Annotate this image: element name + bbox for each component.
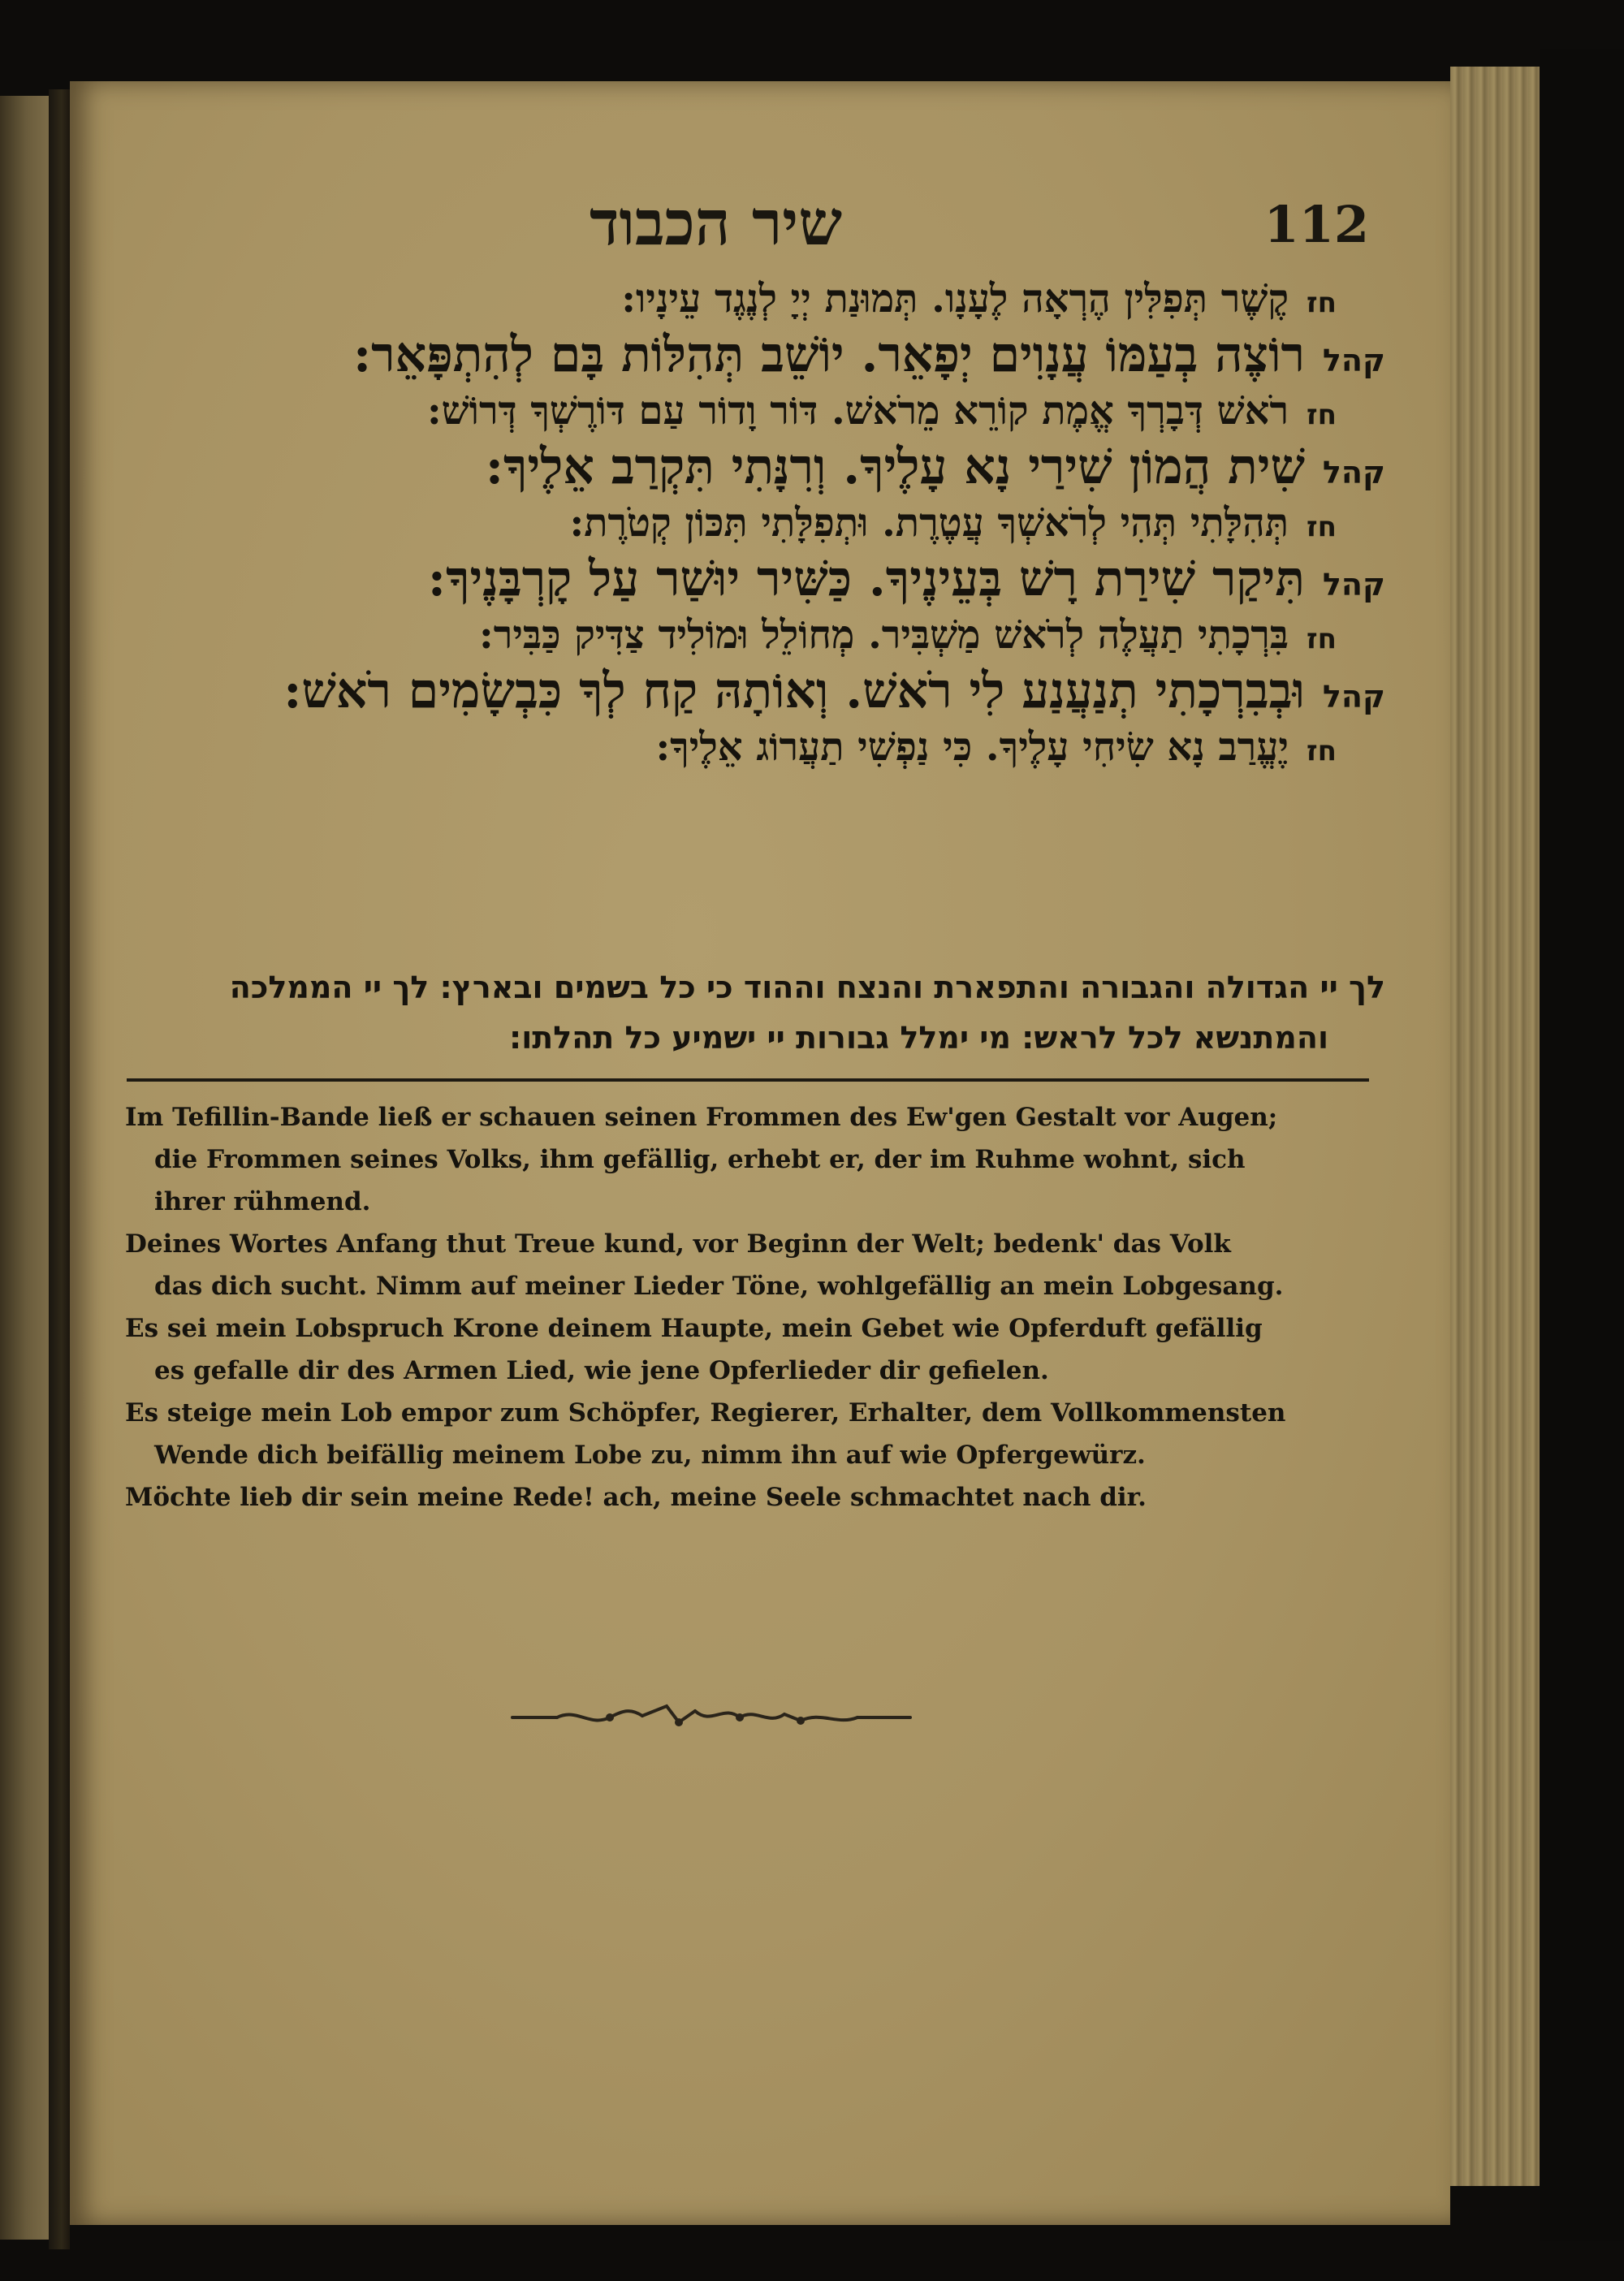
page-number: 112 (1263, 195, 1369, 254)
speaker-label: קהל (1322, 343, 1385, 378)
background-right (1540, 49, 1624, 2241)
book-page (70, 81, 1450, 2225)
translation-line: Möchte lieb dir sein meine Rede! ach, meine Seele schmachtet nach dir. (125, 1483, 1147, 1512)
speaker-label: חז (1307, 287, 1337, 319)
hebrew-verses (127, 276, 1385, 775)
translation-line: ihrer rühmend. (154, 1187, 371, 1216)
left-page-edge (0, 96, 49, 2240)
speaker-label: חז (1307, 623, 1337, 655)
speaker-label: חז (1307, 399, 1337, 431)
german-translation (125, 1096, 1369, 1519)
verse-text: תְּהִלָּתִי תְּהִי לְרֹאשְׁךָ עֲטֶרֶת. וּתְפִלָּתִי תִּכּוֹן קְטֹרֶת: (569, 500, 1289, 546)
speaker-label: חז (1307, 511, 1337, 543)
verse-line (127, 326, 1385, 383)
verse-text: וּבְבִרְכָתִי תְנַעֲנַע לִי רֹאשׁ. וְאוֹתָהּ קַח לְךָ כִּבְשָׂמִים רֹאשׁ: (283, 663, 1305, 719)
verse-line (127, 500, 1385, 546)
closing-line: והמתנשא לכל לראש: מי ימלל גבורות יי ישמיע כל תהלתו: (509, 1020, 1328, 1056)
verse-line (127, 551, 1385, 607)
book-spine (49, 89, 70, 2249)
speaker-label: קהל (1322, 455, 1385, 490)
verse-line (127, 612, 1385, 658)
speaker-label: חז (1307, 735, 1337, 767)
speaker-label: קהל (1322, 567, 1385, 603)
closing-line: לך יי הגדולה והגבורה והתפארת והנצח וההוד כי כל בשמים ובארץ: לך יי הממלכה (229, 970, 1385, 1005)
translation-line: das dich sucht. Nimm auf meiner Lieder Töne, wohlgefällig an mein Lobgesang. (154, 1272, 1284, 1301)
verse-text: יֶעֱרַב נָא שִׂיחִי עָלֶיךָ. כִּי נַפְשִׁי תַעֲרוֹג אֵלֶיךָ: (655, 724, 1289, 770)
verse-text: בִּרְכָתִי תַעֲלֶה לְרֹאשׁ מַשְׁבִּיר. מְחוֹלֵל וּמוֹלִיד צַדִּיק כַּבִּיר: (479, 612, 1289, 658)
verse-text: קֶשֶׁר תְּפִלִּין הֶרְאָה לֶעָנָו. תְּמוּנַת יְיָ לְנֶגֶד עֵינָיו: (621, 276, 1289, 322)
verse-line (127, 663, 1385, 719)
section-divider (127, 1078, 1369, 1082)
verse-text: שִׁית הֲמוֹן שִׁירַי נָא עָלֶיךָ. וְרִנָּתִי תִּקְרַב אֵלֶיךָ: (485, 438, 1305, 495)
ornament-flourish (508, 1693, 914, 1742)
closing-verse (127, 962, 1385, 1063)
running-title: שיר הכבוד (590, 187, 843, 259)
translation-line: Es steige mein Lob empor zum Schöpfer, Regierer, Erhalter, dem Vollkommensten (125, 1398, 1286, 1428)
page-block-edge (1450, 67, 1544, 2186)
translation-line: die Frommen seines Volks, ihm gefällig, erhebt er, der im Ruhme wohnt, sich (154, 1145, 1246, 1174)
verse-text: תִּיקַר שִׁירַת רָשׁ בְּעֵינֶיךָ. כַּשִּׁיר יוּשַׁר עַל קָרְבָּנֶיךָ: (427, 551, 1305, 607)
translation-line: Es sei mein Lobspruch Krone deinem Haupte, mein Gebet wie Opferduft gefällig (125, 1314, 1263, 1343)
translation-line: Wende dich beifällig meinem Lobe zu, nimm ihn auf wie Opfergewürz. (154, 1441, 1146, 1470)
speaker-label: קהל (1322, 679, 1385, 715)
verse-text: רֹאשׁ דְּבָרְךָ אֱמֶת קוֹרֵא מֵרֹאשׁ. דּוֹר וָדוֹר עַם דּוֹרֶשְׁךָ דְּרוֹשׁ: (426, 388, 1289, 434)
verse-line (127, 724, 1385, 770)
verse-text: רוֹצֶה בְעַמּוֹ עֲנָוִים יְפָאֵר. יוֹשֵׁב תְּהִלּוֹת בָּם לְהִתְפָּאֵר: (352, 326, 1305, 383)
verse-line (127, 276, 1385, 322)
verse-line (127, 388, 1385, 434)
translation-line: Im Tefillin-Bande ließ er schauen seinen Frommen des Ew'gen Gestalt vor Augen; (125, 1103, 1278, 1132)
verse-line (127, 438, 1385, 495)
page-header (70, 187, 1450, 276)
translation-line: es gefalle dir des Armen Lied, wie jene Opferlieder dir gefielen. (154, 1356, 1049, 1385)
translation-line: Deines Wortes Anfang thut Treue kund, vor Beginn der Welt; bedenk' das Volk (125, 1229, 1231, 1259)
